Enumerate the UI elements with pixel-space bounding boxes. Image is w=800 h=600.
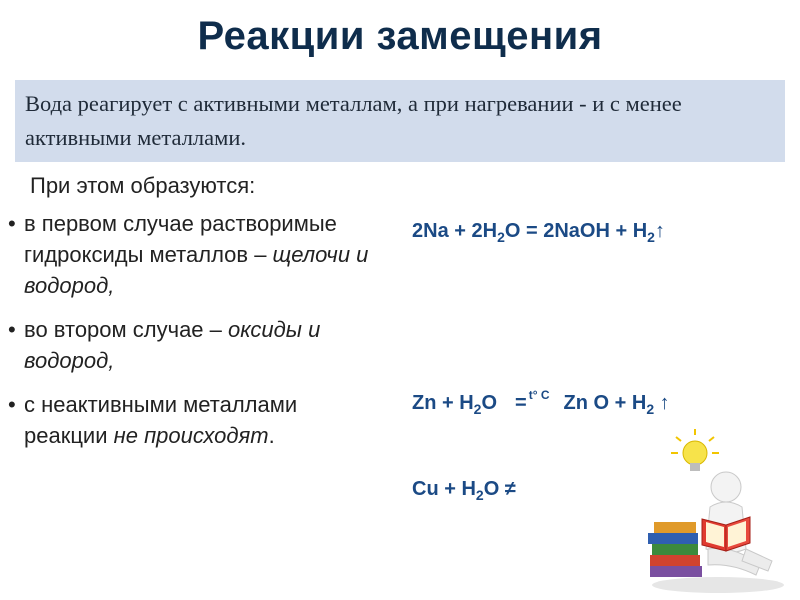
intro-box: Вода реагирует с активными металлам, а при нагревании - и с менее активными металлами. <box>15 80 785 162</box>
eq2-part: O <box>481 392 498 414</box>
book-stack-icon <box>648 522 702 577</box>
equation-copper <box>412 478 516 503</box>
eq2-subscript: 2 <box>473 401 482 417</box>
eq2-condition: t° C <box>528 388 550 402</box>
bullet-glyph: • <box>8 317 16 342</box>
lead-text: При этом образуются: <box>30 173 256 198</box>
eq3-part: O ≠ <box>483 478 516 500</box>
bullet-item-3 <box>6 389 376 451</box>
bullet-list <box>6 208 376 464</box>
page-title: Реакции замещения <box>197 14 603 58</box>
bullet-tail: . <box>268 423 275 448</box>
eq1-part: 2Na + 2H <box>412 220 498 242</box>
bullet-text: во втором случае – <box>24 317 228 342</box>
bullet-italic: оксиды и водород, <box>24 317 321 373</box>
eq2-part: Zn + H <box>412 392 474 414</box>
eq2-part: Zn O + H <box>563 392 647 414</box>
eq2-subscript: 2 <box>646 401 655 417</box>
lightbulb-icon <box>671 429 719 471</box>
eq1-part: O = 2NaOH + H <box>504 220 648 242</box>
eq1-subscript: 2 <box>497 229 505 245</box>
eq3-part: Cu + H <box>412 478 476 500</box>
bullet-item-2 <box>6 314 376 376</box>
eq1-subscript: 2 <box>647 229 655 245</box>
eq1-arrow: ↑ <box>654 220 665 242</box>
bullet-glyph: • <box>8 392 16 417</box>
bullet-italic: щелочи и водород, <box>24 242 369 298</box>
bullet-item-1 <box>6 208 376 301</box>
equation-sodium <box>412 220 665 245</box>
reading-figure-illustration <box>638 425 788 595</box>
bullet-italic: не происходят <box>113 423 269 448</box>
bullet-text: в первом случае растворимые гидроксиды металлов – <box>24 211 337 267</box>
bullet-glyph: • <box>8 211 16 236</box>
eq2-equals: = <box>515 392 527 414</box>
eq2-arrow: ↑ <box>654 392 670 414</box>
bullet-text: с неактивными металлами реакции <box>24 392 298 448</box>
eq3-subscript: 2 <box>475 487 484 503</box>
equation-zinc <box>412 388 670 417</box>
